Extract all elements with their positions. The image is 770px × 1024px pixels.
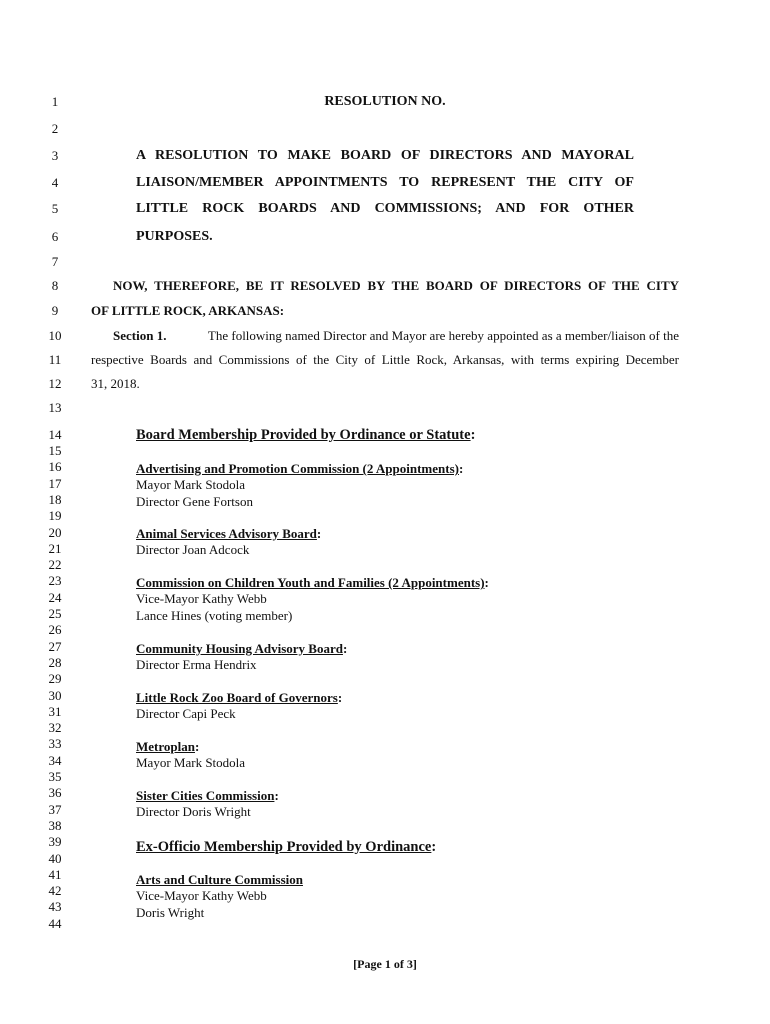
heading-line-3: LITTLE ROCK BOARDS AND COMMISSIONS; AND FOR OTHER (136, 201, 634, 216)
board-name: Metroplan: (136, 739, 200, 754)
board-member: Director Joan Adcock (136, 542, 250, 558)
board-name-text: Community Housing Advisory Board (136, 641, 343, 656)
line-number: 32 (48, 720, 62, 736)
board-member: Vice-Mayor Kathy Webb (136, 591, 267, 607)
line-number: 1 (51, 94, 59, 109)
board-name-text: Little Rock Zoo Board of Governors (136, 690, 338, 705)
line-number: 34 (48, 752, 62, 768)
ex-officio-header: Ex-Officio Membership Provided by Ordinance: (136, 839, 437, 855)
line-number: 12 (48, 376, 62, 391)
line-number: 4 (51, 175, 59, 190)
line-number: 9 (51, 303, 59, 318)
line-number: 24 (48, 589, 62, 605)
board-member: Mayor Mark Stodola (136, 477, 246, 493)
line-number: 42 (48, 883, 62, 899)
line-number: 8 (51, 278, 59, 293)
line-number: 35 (48, 769, 62, 784)
section-1-line-1 (113, 328, 679, 344)
resolved-line-2: OF LITTLE ROCK, ARKANSAS: (91, 303, 285, 318)
board-member: Lance Hines (voting member) (136, 607, 293, 623)
line-number: 33 (48, 736, 62, 752)
board-name-text: Commission on Children Youth and Families (2 Appointments) (136, 575, 485, 590)
line-number: 15 (48, 443, 62, 458)
board-name-text: Sister Cities Commission (136, 788, 275, 803)
line-number: 18 (48, 491, 62, 507)
board-name-text: Metroplan (136, 739, 195, 754)
resolution-title: RESOLUTION NO. (324, 94, 446, 109)
line-number: 2 (51, 121, 59, 136)
line-number: 31 (48, 703, 62, 719)
line-number: 22 (48, 557, 62, 573)
line-number: 30 (48, 687, 62, 703)
line-number: 20 (48, 524, 62, 540)
ex-officio-board-name (136, 872, 303, 888)
line-number: 7 (51, 254, 59, 269)
line-number: 43 (48, 899, 62, 915)
ex-officio-board-name-text: Arts and Culture Commission (136, 872, 303, 887)
line-number: 40 (48, 850, 62, 866)
line-number: 36 (48, 785, 62, 801)
line-number: 17 (48, 475, 62, 491)
board-name: Commission on Children Youth and Families (2 Appointments): (136, 575, 489, 590)
line-number: 3 (51, 148, 59, 163)
board-member: Director Gene Fortson (136, 493, 253, 509)
line-number: 39 (48, 834, 62, 850)
section-1-line-2: respective Boards and Commissions of the City of Little Rock, Arkansas, with terms expiring December (91, 352, 679, 367)
resolved-line-1: NOW, THEREFORE, BE IT RESOLVED BY THE BOARD OF DIRECTORS OF THE CITY (113, 278, 679, 293)
board-name: Animal Services Advisory Board: (136, 526, 322, 541)
line-number: 10 (48, 328, 62, 343)
board-membership-header: Board Membership Provided by Ordinance or Statute: (136, 427, 476, 443)
page-footer: [Page 1 of 3] (353, 957, 417, 971)
board-member: Director Capi Peck (136, 706, 236, 722)
board-member: Director Erma Hendrix (136, 657, 257, 673)
board-member: Mayor Mark Stodola (136, 755, 246, 771)
line-number: 19 (48, 508, 62, 524)
section-1-label: Section 1. (113, 328, 167, 343)
line-number: 6 (51, 229, 59, 244)
ex-officio-member: Vice-Mayor Kathy Webb (136, 888, 267, 904)
board-name: Little Rock Zoo Board of Governors: (136, 690, 343, 705)
board-name-text: Advertising and Promotion Commission (2 Appointments) (136, 461, 459, 476)
board-name: Sister Cities Commission: (136, 788, 279, 803)
ex-officio-member: Doris Wright (136, 904, 205, 920)
heading-line-4: PURPOSES. (136, 229, 213, 244)
line-number: 16 (48, 459, 62, 475)
board-name: Advertising and Promotion Commission (2 Appointments): (136, 461, 464, 476)
line-number: 21 (48, 540, 62, 556)
line-number: 11 (48, 352, 62, 367)
line-number: 5 (51, 201, 59, 216)
section-1-line-3: 31, 2018. (91, 376, 140, 391)
line-number: 26 (48, 622, 62, 638)
line-number: 25 (48, 606, 62, 621)
line-number: 29 (48, 671, 62, 687)
board-member: Director Doris Wright (136, 804, 251, 820)
line-number: 41 (48, 866, 62, 882)
line-number: 14 (48, 427, 62, 442)
board-name: Community Housing Advisory Board: (136, 641, 348, 656)
line-number: 13 (48, 400, 62, 415)
line-number: 44 (48, 915, 62, 931)
line-number: 28 (48, 654, 62, 670)
section-1-text: The following named Director and Mayor are hereby appointed as a member/liaison of the (207, 328, 679, 343)
heading-line-1: A RESOLUTION TO MAKE BOARD OF DIRECTORS AND MAYORAL (136, 148, 634, 163)
line-number: 23 (48, 573, 62, 589)
line-number: 38 (48, 817, 62, 833)
heading-line-2: LIAISON/MEMBER APPOINTMENTS TO REPRESENT THE CITY OF (136, 175, 634, 190)
line-number: 27 (48, 638, 62, 654)
line-number: 37 (48, 801, 62, 817)
board-name-text: Animal Services Advisory Board (136, 526, 317, 541)
